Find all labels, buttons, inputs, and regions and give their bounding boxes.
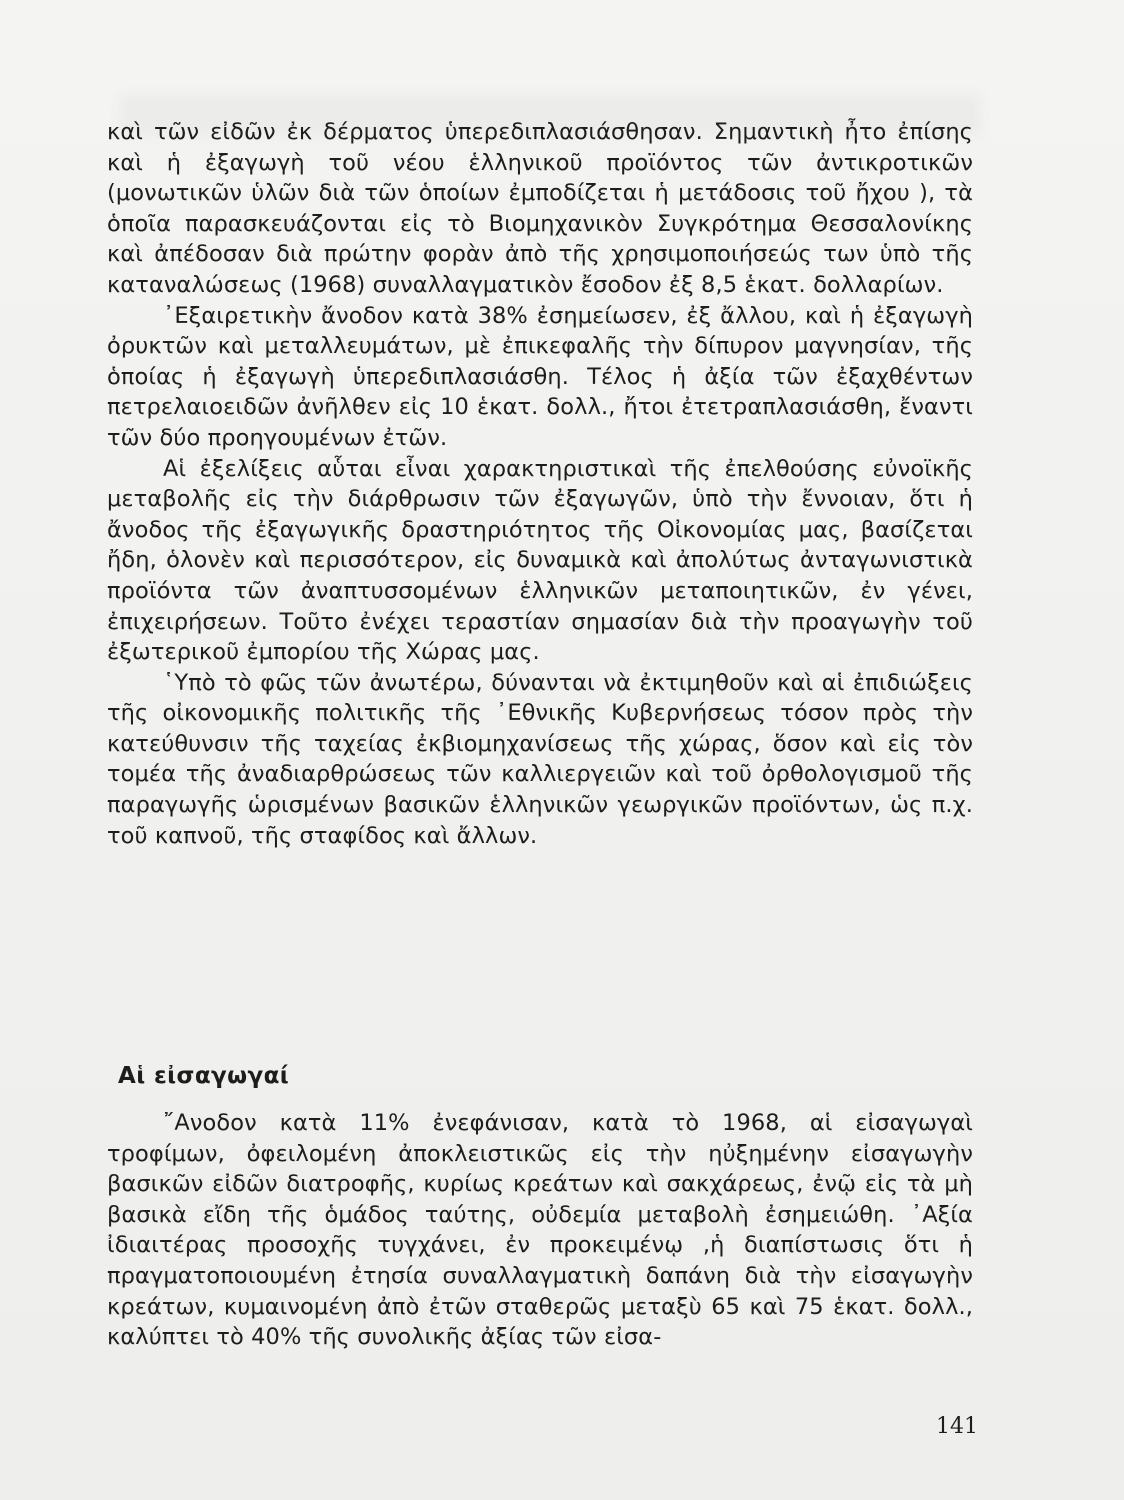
- paragraph: ῎Ανοδον κατὰ 11% ἐνεφάνισαν, κατὰ τὸ 1968, αἱ εἰσαγωγαὶ τροφίμων, ὀφειλομένη ἀποκλειστικῶς εἰς τὴν ηὐξημένην εἰσαγωγὴν βασικῶν εἰδῶν διατροφῆς, κυρίως κρεάτων καὶ σακχάρεως, ἐνῷ εἰς τὰ μὴ βασικὰ εἴδη τῆς ὁμάδος ταύτης, οὐδεμία μεταβολὴ ἐσημειώθη. ᾿Αξία ἰδιαιτέρας προσοχῆς τυγχάνει, ἐν προκειμένῳ ,ἡ διαπίστωσις ὅτι ἡ πραγματοποιουμένη ἐτησία συναλλαγματικὴ δαπάνη διὰ τὴν εἰσαγωγὴν κρεάτων, κυμαινομένη ἀπὸ ἐτῶν σταθερῶς μεταξὺ 65 καὶ 75 ἑκατ. δολλ., καλύπτει τὸ 40% τῆς συνολικῆς ἀξίας τῶν εἰσα-: [107, 1110, 973, 1351]
- page-number: 141: [936, 1414, 978, 1439]
- paragraph: ᾿Εξαιρετικὴν ἄνοδον κατὰ 38% ἐσημείωσεν, ἐξ ἄλλου, καὶ ἡ ἐξαγωγὴ ὀρυκτῶν καὶ μεταλλευμάτων, μὲ ἐπικεφαλῆς τὴν δίπυρον μαγνησίαν, τῆς ὁποίας ἡ ἐξαγωγὴ ὑπερεδιπλασιάσθη. Τέλος ἡ ἀξία τῶν ἐξαχθέντων πετρελαιοειδῶν ἀνῆλθεν εἰς 10 ἑκατ. δολλ., ἤτοι ἐτετραπλασιάσθη, ἔναντι τῶν δύο προηγουμένων ἐτῶν.: [107, 302, 973, 451]
- paragraph: καὶ τῶν εἰδῶν ἐκ δέρματος ὑπερεδιπλασιάσθησαν. Σημαντικὴ ἦτο ἐπίσης καὶ ἡ ἐξαγωγὴ τοῦ νέου ἑλληνικοῦ προϊόντος τῶν ἀντικροτικῶν (μονωτικῶν ὑλῶν διὰ τῶν ὁποίων ἐμποδίζεται ἡ μετάδοσις τοῦ ἤχου ), τὰ ὁποῖα παρασκευάζονται εἰς τὸ Βιομηχανικὸν Συγκρότημα Θεσσαλονίκης καὶ ἀπέδοσαν διὰ πρώτην φορὰν ἀπὸ τῆς χρησιμοποιήσεώς των ὑπὸ τῆς καταναλώσεως (1968) συναλλαγματικὸν ἔσοδον ἐξ 8,5 ἑκατ. δολλαρίων.: [107, 119, 973, 298]
- paragraph: ῾Υπὸ τὸ φῶς τῶν ἀνωτέρω, δύνανται νὰ ἐκτιμηθοῦν καὶ αἱ ἐπιδιώξεις τῆς οἰκονομικῆς πολιτικῆς τῆς ᾿Εθνικῆς Κυβερνήσεως τόσον πρὸς τὴν κατεύθυνσιν τῆς ταχείας ἐκβιομηχανίσεως τῆς χώρας, ὅσον καὶ εἰς τὸν τομέα τῆς ἀναδιαρθρώσεως τῶν καλλιεργειῶν καὶ τοῦ ὀρθολογισμοῦ τῆς παραγωγῆς ὡρισμένων βασικῶν ἑλληνικῶν γεωργικῶν προϊόντων, ὡς π.χ. τοῦ καπνοῦ, τῆς σταφίδος καὶ ἄλλων.: [107, 669, 973, 849]
- body-text-block: [107, 117, 973, 851]
- section-heading: Αἱ εἰσαγωγαί: [118, 1063, 290, 1089]
- body-text-block-2: [107, 1108, 973, 1353]
- paragraph: Αἱ ἐξελίξεις αὗται εἶναι χαρακτηριστικαὶ τῆς ἐπελθούσης εὐνοϊκῆς μεταβολῆς εἰς τὴν διάρθρωσιν τῶν ἐξαγωγῶν, ὑπὸ τὴν ἔννοιαν, ὅτι ἡ ἄνοδος τῆς ἐξαγωγικῆς δραστηριότητος τῆς Οἰκονομίας μας, βασίζεται ἤδη, ὁλονὲν καὶ περισσότερον, εἰς δυναμικὰ καὶ ἀπολύτως ἀνταγωνιστικὰ προϊόντα τῶν ἀναπτυσσομένων ἑλληνικῶν μεταποιητικῶν, ἐν γένει, ἐπιχειρήσεων. Τοῦτο ἐνέχει τεραστίαν σημασίαν διὰ τὴν προαγωγὴν τοῦ ἐξωτερικοῦ ἐμπορίου τῆς Χώρας μας.: [107, 455, 973, 666]
